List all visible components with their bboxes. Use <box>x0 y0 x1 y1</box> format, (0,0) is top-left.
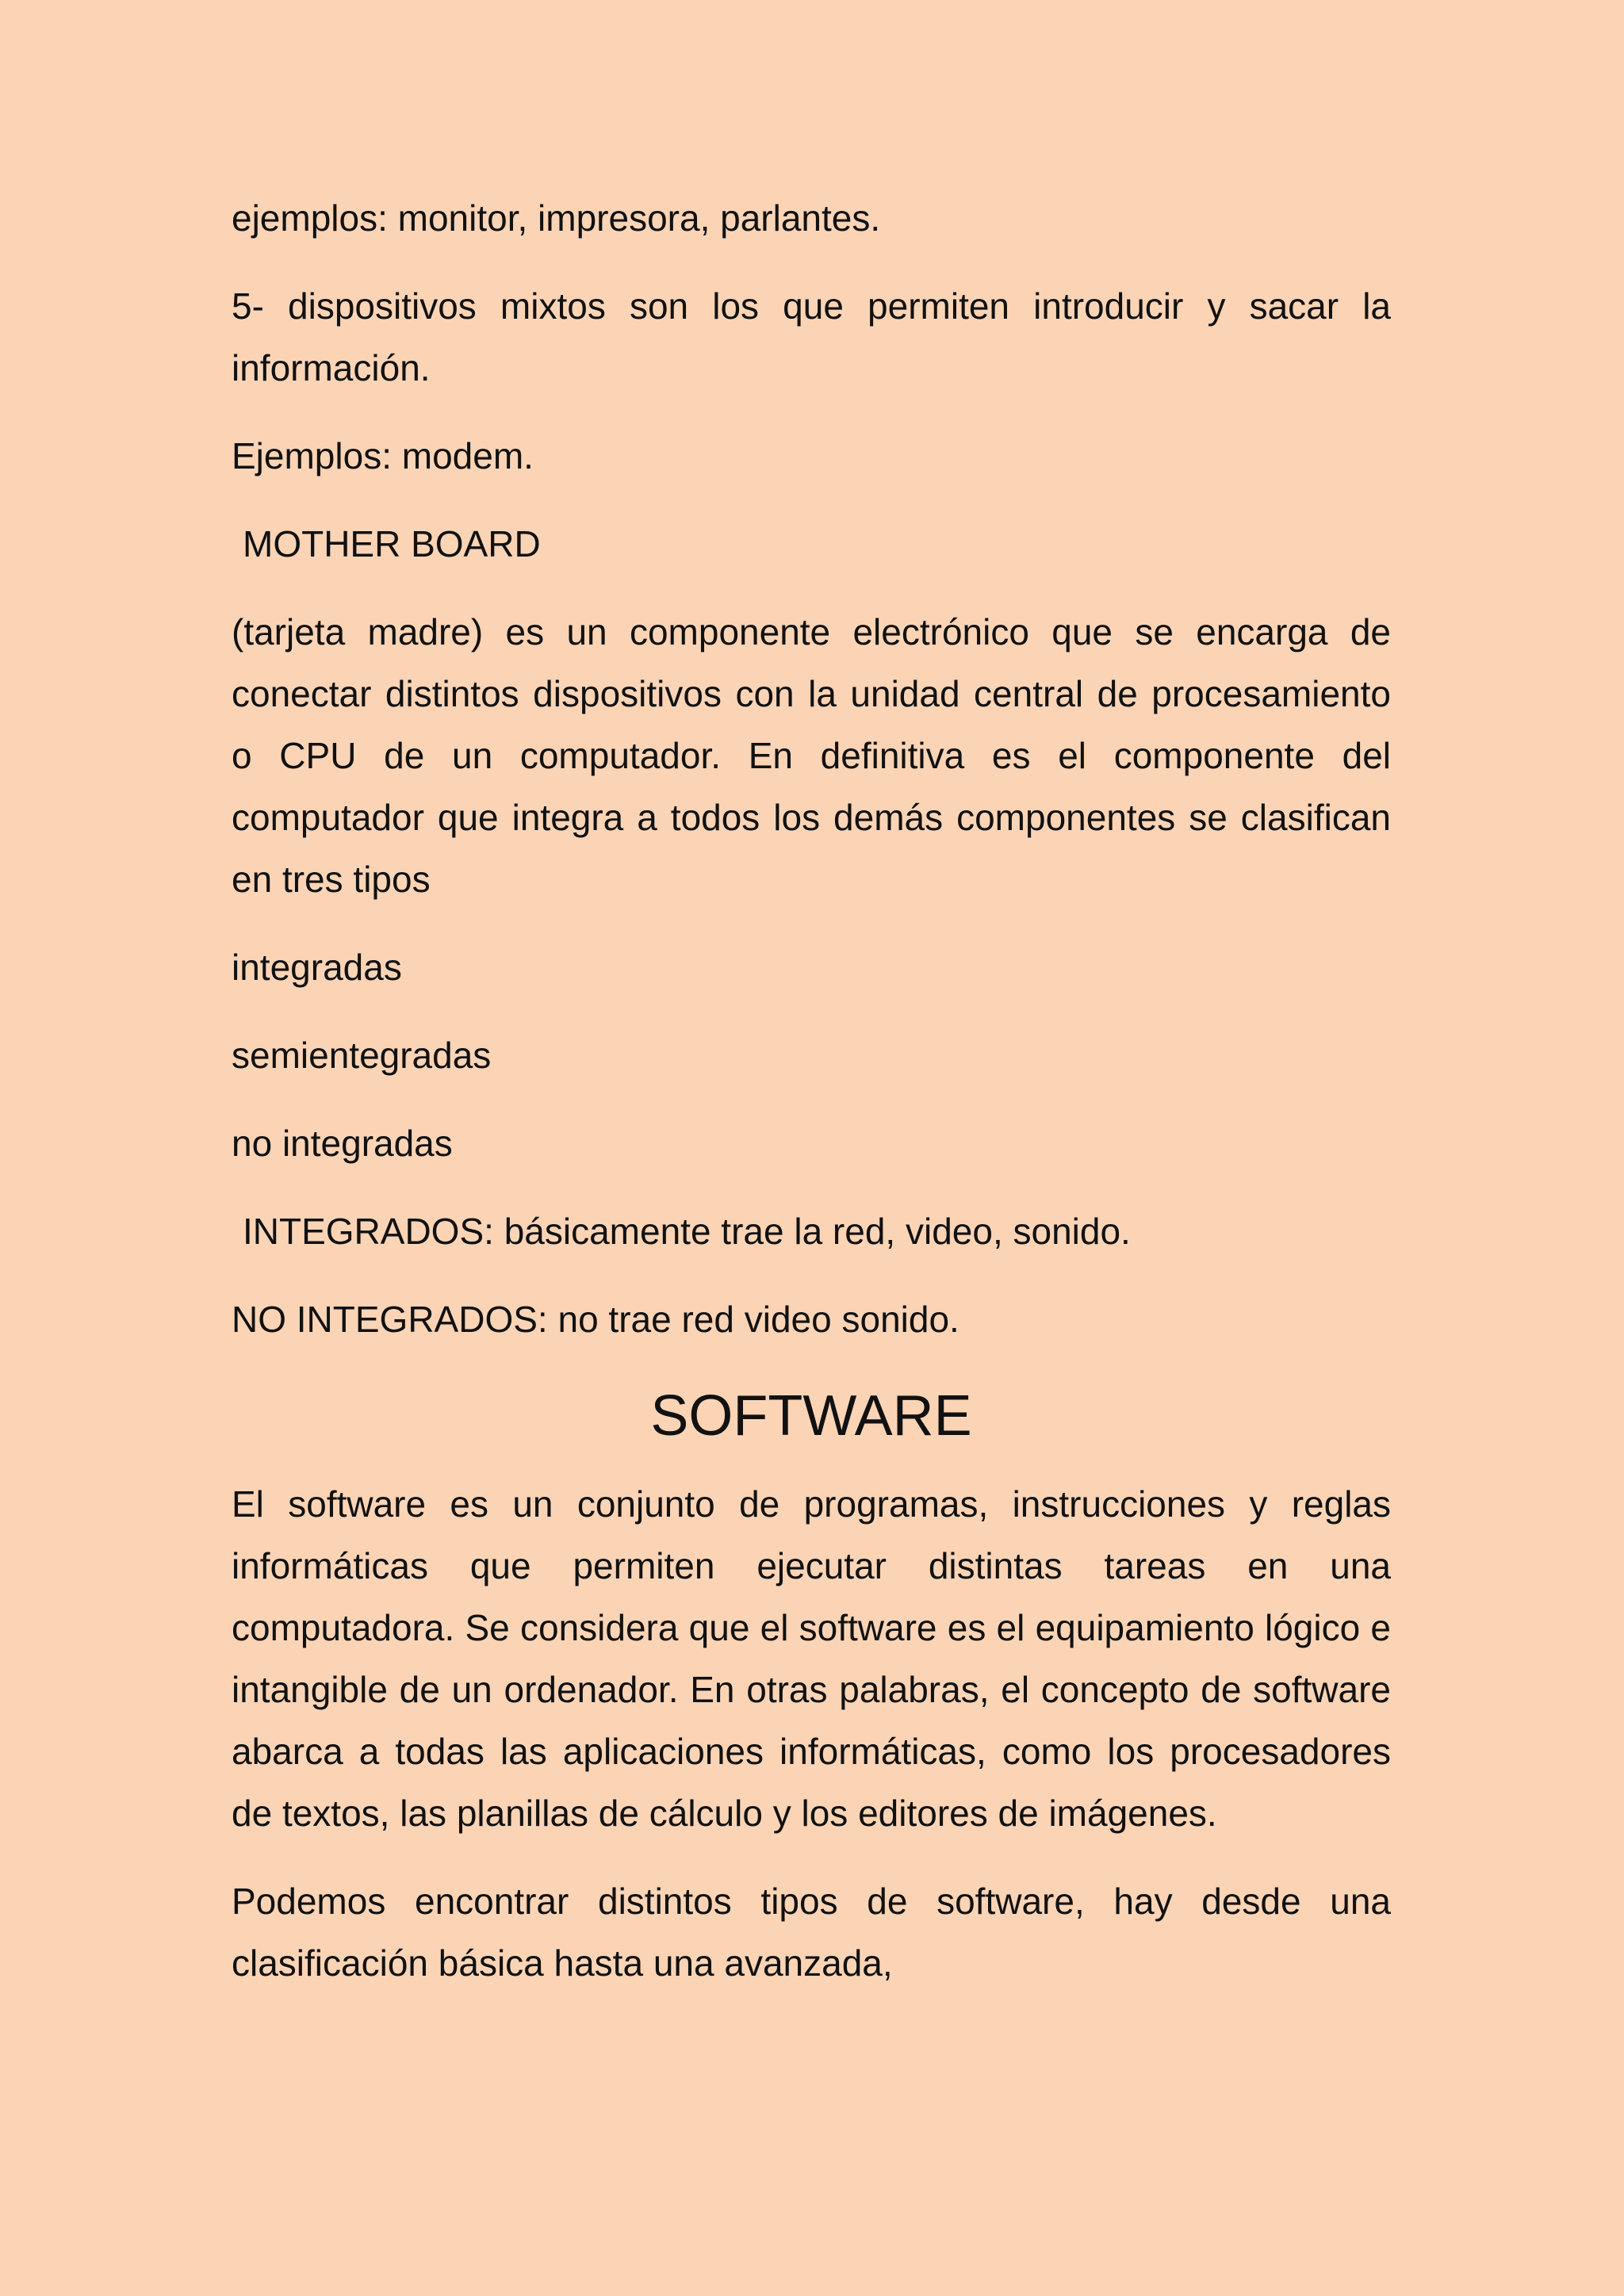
paragraph-mixed-examples: Ejemplos: modem. <box>232 435 534 476</box>
paragraph-integrados: INTEGRADOS: básicamente trae la red, video, sonido. <box>243 1211 1131 1252</box>
document-body <box>232 187 1391 2020</box>
list-item-semientegradas: semientegradas <box>232 1035 492 1076</box>
paragraph-mother-board-definition: (tarjeta madre) es un componente electrónico que se encarga de conectar distintos dispositivos con la unidad central de procesamiento o CPU de un computador. En definitiva es el componente del computador que integra a todos los demás componentes se clasifican en tres tipos <box>232 611 1391 900</box>
list-item-integradas: integradas <box>232 947 402 988</box>
paragraph-mixed-devices: 5- dispositivos mixtos son los que permiten introducir y sacar la información. <box>232 285 1391 388</box>
paragraph-no-integrados: NO INTEGRADOS: no trae red video sonido. <box>232 1299 959 1340</box>
paragraph-software-types: Podemos encontrar distintos tipos de software, hay desde una clasificación básica hasta una avanzada, <box>232 1881 1391 1984</box>
paragraph-software-definition: El software es un conjunto de programas, instrucciones y reglas informáticas que permiten ejecutar distintas tareas en una computadora. Se considera que el software es el equipamiento lógico e intangible de un ordenador. En otras palabras, el concepto de software abarca a todas las aplicaciones informáticas, como los procesadores de textos, las planillas de cálculo y los editores de imágenes. <box>232 1483 1391 1834</box>
section-title-mother-board: MOTHER BOARD <box>243 523 541 564</box>
paragraph-output-examples: ejemplos: monitor, impresora, parlantes. <box>232 197 881 239</box>
list-item-no-integradas: no integradas <box>232 1123 453 1164</box>
heading-software: SOFTWARE <box>650 1384 972 1448</box>
